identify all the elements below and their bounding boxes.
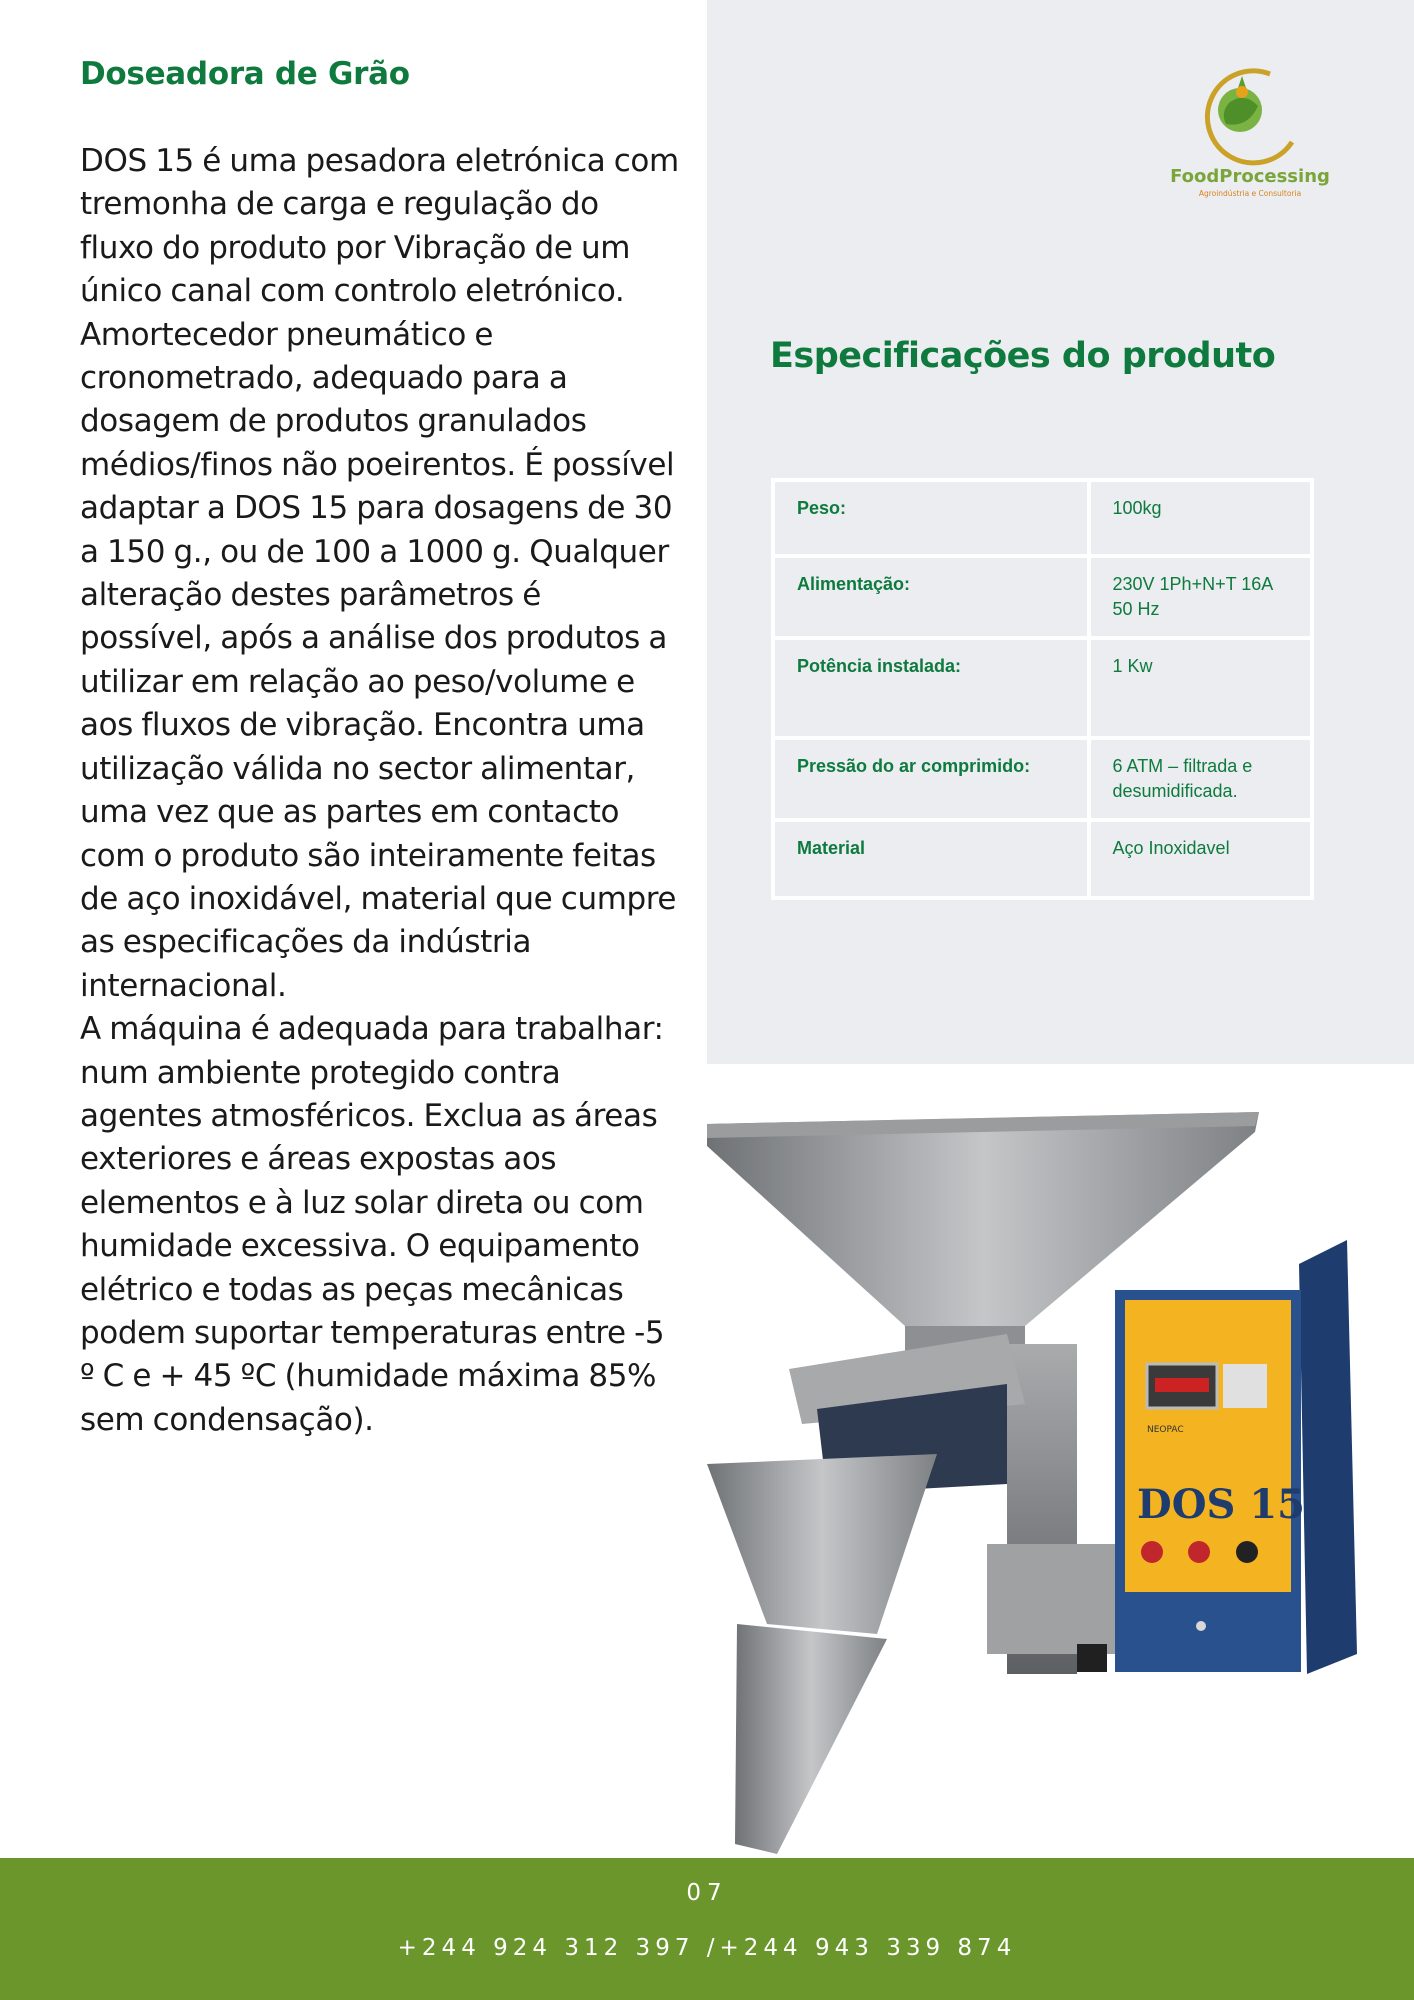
- description-paragraph-2: A máquina é adequada para trabalhar: num ambiente protegido contra agentes atmosféricos. Exclua as áreas exteriores e áreas expostas aos elementos e à luz solar direta ou com humidade excessiva. O equipamento elétrico e todas as peças mecânicas podem suportar temperaturas entre -5 º C e + 45 ºC (humidade máxima 85% sem condensação).: [80, 1011, 665, 1438]
- table-row: [773, 638, 1312, 738]
- red-knob-icon: [1141, 1541, 1163, 1563]
- spec-value: 1 Kw: [1089, 638, 1313, 738]
- spec-value: 230V 1Ph+N+T 16A 50 Hz: [1089, 556, 1313, 638]
- page-title: Doseadora de Grão: [80, 56, 410, 92]
- spec-value: 6 ATM – filtrada e desumidificada.: [1089, 738, 1313, 820]
- table-row: [773, 480, 1312, 556]
- product-description: [80, 140, 680, 1442]
- discharge-chute: [735, 1624, 887, 1854]
- selector-knob-icon: [1236, 1541, 1258, 1563]
- spec-value: 100kg: [1089, 480, 1313, 556]
- table-row: [773, 820, 1312, 898]
- company-logo: [1160, 62, 1340, 202]
- table-row: [773, 556, 1312, 638]
- page-number: 07: [686, 1880, 728, 1906]
- spec-label: Peso:: [773, 480, 1089, 556]
- weighing-bucket: [707, 1454, 937, 1634]
- red-knob-icon: [1188, 1541, 1210, 1563]
- model-label: DOS 15: [1137, 1481, 1306, 1528]
- machine-base: [987, 1544, 1137, 1654]
- spec-label: Material: [773, 820, 1089, 898]
- product-photo: [707, 1064, 1414, 1858]
- logo-name: FoodProcessing: [1170, 166, 1330, 187]
- description-paragraph-1: DOS 15 é uma pesadora eletrónica com tremonha de carga e regulação do fluxo do produto por Vibração de um único canal com controlo eletrónico. Amortecedor pneumático e cronometrado, adequado para a dosagem de produtos granulados médios/finos não poeirentos. É possível adaptar a DOS 15 para dosagens de 30 a 150 g., ou de 100 a 1000 g. Qualquer alteração destes parâmetros é possível, após a análise dos produtos a utilizar em relação ao peso/volume e aos fluxos de vibração. Encontra uma utilização válida no sector alimentar, uma vez que as partes em contacto com o produto são inteiramente feitas de aço inoxidável, material que cumpre as especificações da indústria internacional.: [80, 143, 679, 1004]
- logo-pineapple-icon: [1236, 86, 1248, 98]
- spec-value: Aço Inoxidavel: [1089, 820, 1313, 898]
- specs-title: Especificações do produto: [770, 336, 1276, 376]
- logo-tagline: Agroindústria e Consultoria: [1198, 189, 1302, 198]
- spec-label: Alimentação:: [773, 556, 1089, 638]
- keypad: [1223, 1364, 1267, 1408]
- table-row: [773, 738, 1312, 820]
- spec-label: Potência instalada:: [773, 638, 1089, 738]
- contact-phones: +244 924 312 397 /+244 943 339 874: [397, 1935, 1017, 1961]
- specs-table: [771, 478, 1314, 900]
- brand-label: NEOPAC: [1147, 1425, 1184, 1435]
- spec-label: Pressão do ar comprimido:: [773, 738, 1089, 820]
